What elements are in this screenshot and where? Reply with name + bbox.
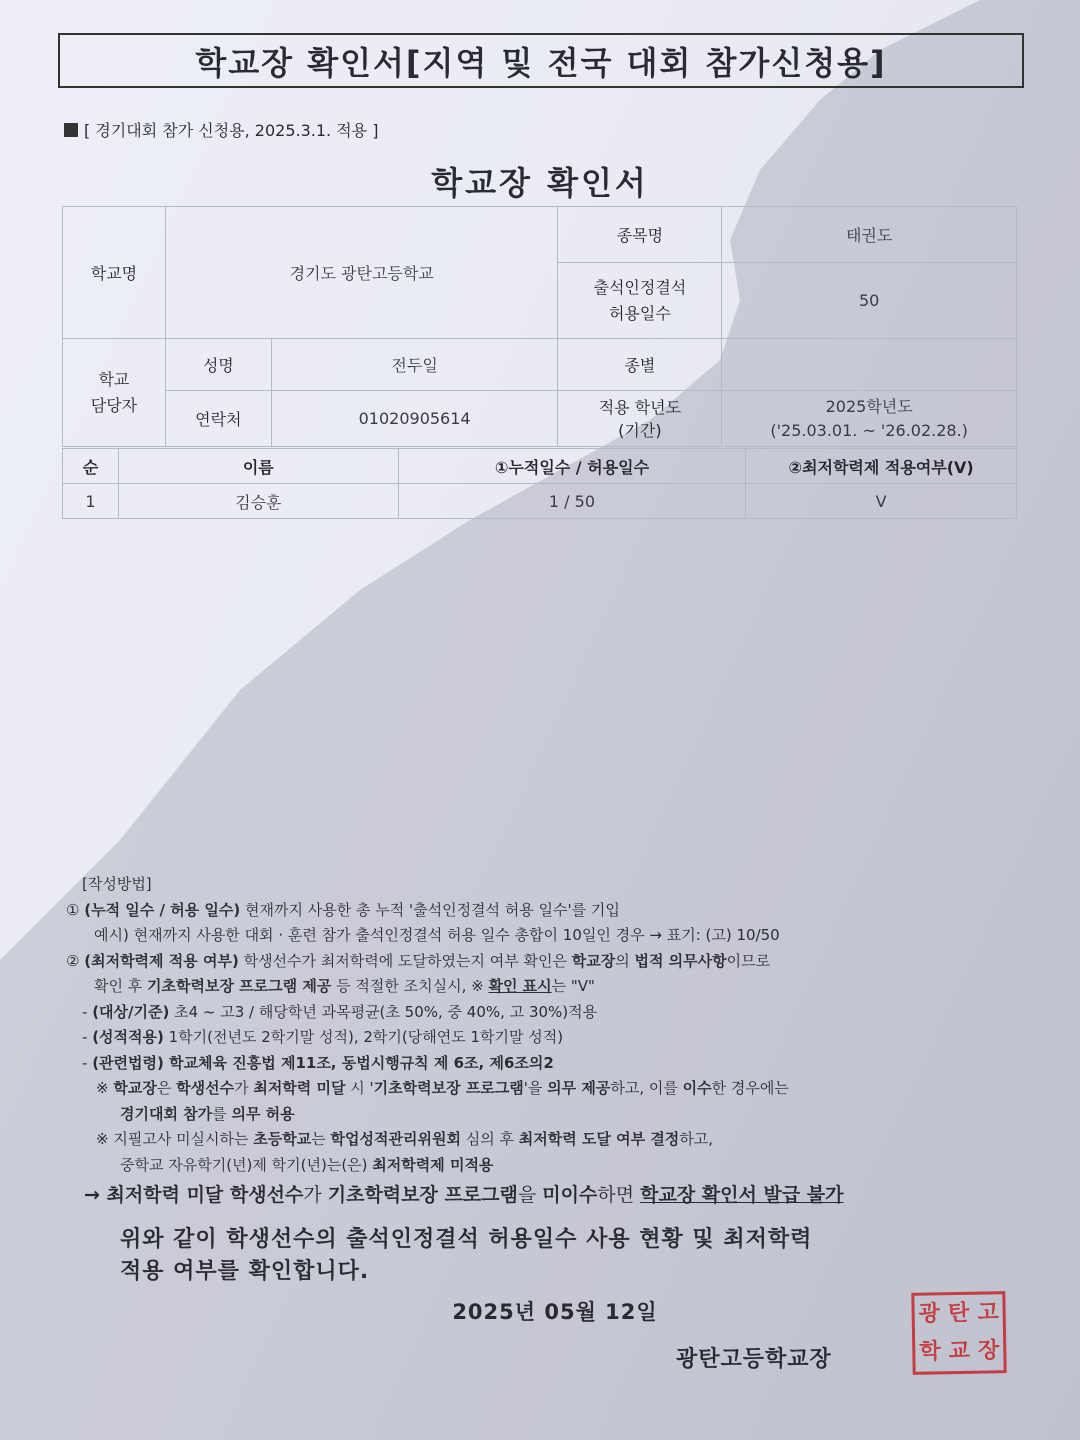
instruction-line-10: ※ 지필고사 미실시하는 초등학교는 학업성적관리위원회 심의 후 최저학력 도달 여부 결정하고, <box>96 1130 714 1148</box>
confirmation-line-2: 적용 여부를 확인합니다. <box>120 1259 370 1284</box>
contact-label: 연락처 <box>165 391 271 447</box>
column-header-applied: ②최저학력제 적용여부(V) <box>746 449 1017 484</box>
school-label: 학교명 <box>63 207 166 339</box>
issuance-notice: → 최저학력 미달 학생선수가 기초학력보장 프로그램을 미이수하면 학교장 확인서 발급 불가 <box>84 1184 844 1206</box>
allowed-days-value: 50 <box>722 263 1017 339</box>
category-label: 종별 <box>558 339 722 391</box>
name-label: 성명 <box>165 339 271 391</box>
school-info-table <box>62 206 1017 447</box>
year-label: 적용 학년도 (기간) <box>558 391 722 447</box>
official-seal-stamp: 광 탄 고 학 교 장 <box>911 1291 1006 1375</box>
instruction-line-6: - (성적적용) 1학기(전년도 2학기말 성적), 2학기(당해연도 1학기말 성적) <box>82 1028 564 1046</box>
student-table-header <box>63 449 1017 484</box>
instruction-line-1: ① (누적 일수 / 허용 일수) 현재까지 사용한 총 누적 '출석인정결석 허용 일수'를 기입 <box>66 900 620 919</box>
page-title: 학교장 확인서[지역 및 전국 대회 참가신청용] <box>58 33 1024 88</box>
instruction-line-5: - (대상/기준) 초4 ~ 고3 / 해당학년 과목평균(초 50%, 중 40%, 고 30%)적용 <box>82 1002 598 1021</box>
instruction-line-8: ※ 학교장은 학생선수가 최저학력 미달 시 '기초학력보장 프로그램'을 의무 제공하고, 이를 이수한 경우에는 <box>96 1079 789 1097</box>
event-label: 종목명 <box>558 207 722 263</box>
form-note <box>64 118 378 141</box>
student-table <box>62 448 1017 519</box>
form-note-text: [ 경기대회 참가 신청용, 2025.3.1. 적용 ] <box>84 121 379 140</box>
instruction-line-3: ② (최저학력제 적용 여부) 학생선수가 최저학력에 도달하였는지 여부 확인은 학교장의 법적 의무사항이므로 <box>66 951 771 970</box>
table-row <box>63 484 1017 519</box>
instruction-line-11: 중학교 자유학기(년)제 학기(년)는(은) 최저학력제 미적용 <box>120 1155 494 1174</box>
year-value: 2025학년도 ('25.03.01. ~ '26.02.28.) <box>722 391 1017 447</box>
confirmation-line-1: 위와 같이 학생선수의 출석인정결석 허용일수 사용 현황 및 최저학력 <box>120 1227 813 1252</box>
row-applied: V <box>746 484 1017 519</box>
staff-label: 학교 담당자 <box>63 339 166 447</box>
category-value <box>722 339 1017 391</box>
instruction-line-2: 예시) 현재까지 사용한 대회 · 훈련 참가 출석인정결석 허용 일수 총합이 10일인 경우 → 표기: (고) 10/50 <box>94 926 780 944</box>
row-no: 1 <box>63 484 119 519</box>
issue-date: 2025년 05월 12일 <box>452 1300 658 1324</box>
principal-signature-name: 광탄고등학교장 <box>676 1347 832 1372</box>
square-bullet-icon <box>64 123 78 137</box>
allowed-days-label: 출석인정결석 허용일수 <box>558 263 722 339</box>
row-days: 1 / 50 <box>398 484 746 519</box>
event-value: 태권도 <box>722 207 1017 263</box>
name-value: 전두일 <box>271 339 558 391</box>
column-header-name: 이름 <box>118 449 398 484</box>
confirmation-statement <box>120 1224 812 1288</box>
instruction-line-4: 확인 후 기초학력보장 프로그램 제공 등 적절한 조치실시, ※ 확인 표시는 "V" <box>94 977 595 995</box>
instructions-title: [작성방법] <box>82 875 152 893</box>
instructions-section <box>66 872 1026 1178</box>
column-header-days: ①누적일수 / 허용일수 <box>398 449 746 484</box>
document-heading: 학교장 확인서 <box>431 164 649 202</box>
instruction-line-7: - (관련법령) 학교체육 진흥법 제11조, 동법시행규칙 제 6조, 제6조의2 <box>82 1053 554 1072</box>
contact-value: 01020905614 <box>271 391 558 447</box>
row-name: 김승훈 <box>118 484 398 519</box>
column-header-no: 순 <box>63 449 119 484</box>
school-value: 경기도 광탄고등학교 <box>165 207 558 339</box>
instruction-line-9: 경기대회 참가를 의무 허용 <box>120 1104 295 1123</box>
